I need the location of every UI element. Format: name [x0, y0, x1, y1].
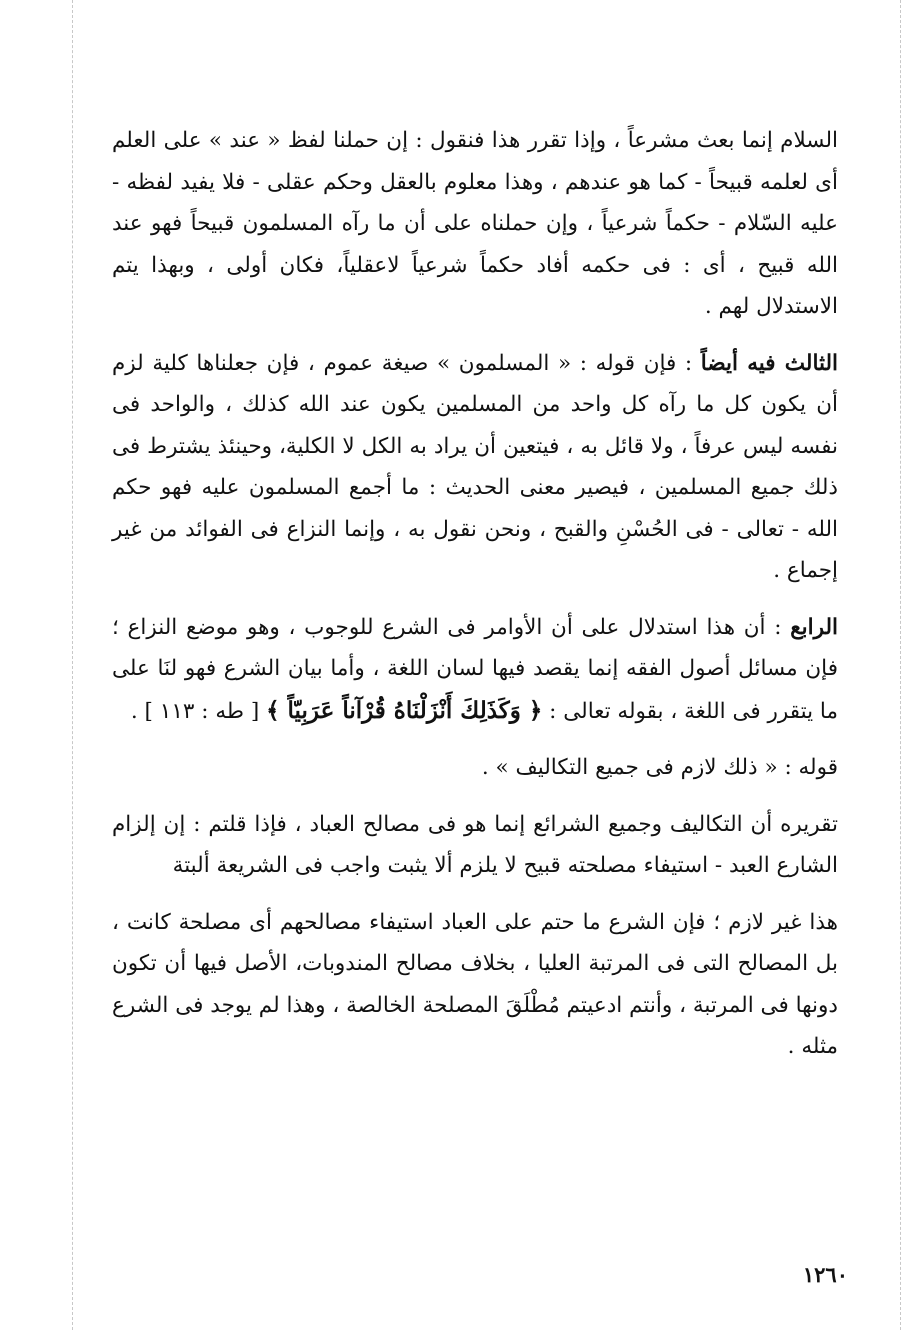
paragraph-text: تقريره أن التكاليف وجميع الشرائع إنما هو فى مصالح العباد ، فإذا قلتم : إن إلزام الشارع العبد - استيفاء مصلحته قبيح لا يلزم ألا يثبت واجب فى الشريعة ألبتة: [112, 811, 838, 878]
paragraph-text: : فإن قوله : « المسلمون » صيغة عموم ، فإن جعلناها كلية لزم أن يكون كل ما رآه كل واحد من المسلمين يكون عند الله كذلك ، والواحد فى نفسه ليس عرفاً ، ولا قائل به ، فيتعين أن يراد به الكل لا الكلية، وحينئذ يشترط فى ذلك جميع المسلمين ، فيصير معنى الحديث : ما أجمع المسلمون عليه فهو حكم الله - تعالى - فى الحُسْنِ والقبح ، ونحن نقول به ، وإنما النزاع فى الفوائد من غير إجماع .: [112, 350, 838, 583]
scan-edge-right: [900, 0, 901, 1330]
paragraph-5: [112, 804, 838, 887]
quran-verse: ﴿ وَكَذَلِكَ أَنْزَلْنَاهُ قُرْآناً عَرَبِيّاً ﴾: [266, 696, 543, 724]
body-text: [112, 120, 838, 1068]
paragraph-heading: الرابع: [790, 614, 838, 640]
paragraph-6: [112, 902, 838, 1068]
paragraph-heading: الثالث فيه أيضاً: [700, 350, 839, 376]
paragraph-2: [112, 343, 838, 592]
paragraph-text: السلام إنما بعث مشرعاً ، وإذا تقرر هذا فنقول : إن حملنا لفظ « عند » على العلم أى لعلمه قبيحاً - كما هو عندهم ، وهذا معلوم بالعقل وحكم عقلى - فلا يفيد لفظه - عليه السّلام - حكماً شرعياً ، وإن حملناه على أن ما رآه المسلمون قبيحاً فهو عند الله قبيح ، أى : فى حكمه أفاد حكماً شرعياً لاعقلياً، فكان أولى ، وبهذا يتم الاستدلال لهم .: [112, 128, 838, 319]
paragraph-text: قوله : « ذلك لازم فى جميع التكاليف » .: [481, 755, 838, 780]
paragraph-1: [112, 120, 838, 328]
paragraph-3: [112, 607, 838, 733]
paragraph-4: [112, 747, 838, 789]
page-number: ١٢٦٠: [802, 1262, 848, 1287]
scan-edge-left: [72, 0, 73, 1330]
verse-reference: [ طه : ١١٣ ] .: [130, 698, 260, 724]
paragraph-text: : أن هذا استدلال على أن الأوامر فى الشرع للوجوب ، وهو موضع النزاع ؛ فإن مسائل أصول الفقه إنما يقصد فيها لسان اللغة ، وأما بيان الشرع فهو لنَا على ما يتقرر فى اللغة ، بقوله تعالى :: [112, 614, 838, 724]
paragraph-text: هذا غير لازم ؛ فإن الشرع ما حتم على العباد استيفاء مصالحهم أى مصلحة كانت ، بل المصالح التى فى المرتبة العليا ، بخلاف مصالح المندوبات، الأصل فيها أن تكون دونها فى المرتبة ، وأنتم ادعيتم مُطْلَقَ المصلحة الخالصة ، وهذا لم يوجد فى الشرع مثله .: [112, 909, 838, 1059]
